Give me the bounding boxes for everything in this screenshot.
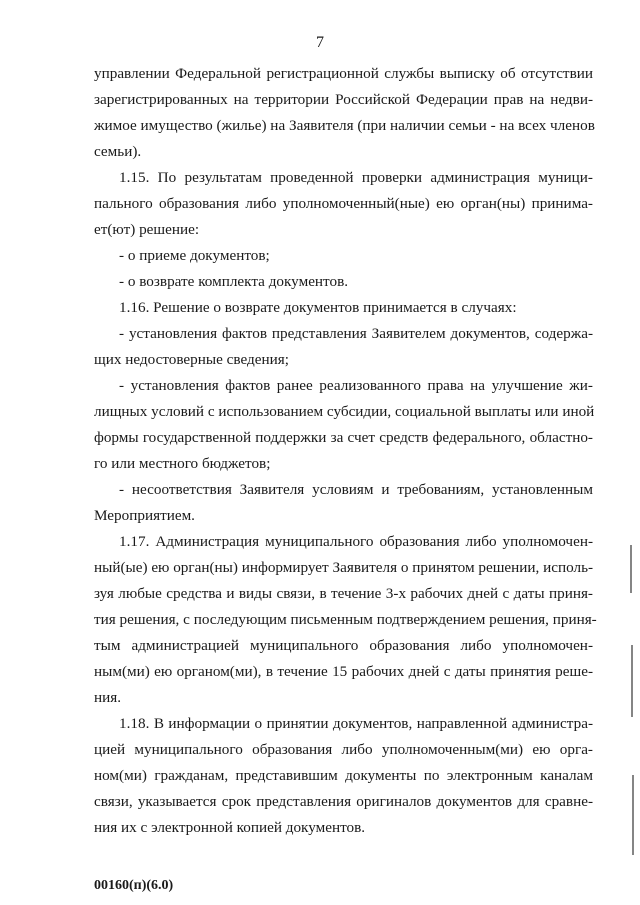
text-line: ным(ми) ею органом(ми), в течение 15 рабочих дней с даты принятия реше- — [94, 663, 593, 680]
text-line: 1.17. Администрация муниципального образования либо уполномочен- — [119, 533, 593, 550]
text-line: ный(ые) ею орган(ны) информирует Заявителя о принятом решении, исполь- — [94, 559, 594, 576]
text-line: щих недостоверные сведения; — [94, 351, 289, 368]
text-line: 1.16. Решение о возврате документов принимается в случаях: — [119, 299, 517, 316]
scan-artifact — [630, 545, 632, 593]
text-line: ния их с электронной копией документов. — [94, 819, 366, 836]
text-line: тия решения, с последующим письменным подтверждением решения, приня- — [94, 611, 597, 628]
text-line: формы государственной поддержки за счет средств федерального, областно- — [94, 429, 593, 446]
text-line: связи, указывается срок представления оригиналов документов для сравне- — [94, 793, 593, 810]
text-line: Мероприятием. — [94, 507, 195, 524]
text-line: го или местного бюджетов; — [94, 455, 271, 472]
text-line: 1.15. По результатам проведенной проверки администрация муници- — [119, 169, 593, 186]
text-line: зарегистрированных на территории Российской Федерации прав на недви- — [94, 91, 593, 108]
text-line: - установления фактов ранее реализованного права на улучшение жи- — [119, 377, 593, 394]
text-line: пального образования либо уполномоченный(ные) ею орган(ны) принима- — [94, 195, 593, 212]
text-line: - несоответствия Заявителя условиям и требованиям, установленным — [119, 481, 593, 498]
scan-artifact — [632, 775, 634, 855]
text-line: - о приеме документов; — [119, 247, 270, 264]
page-number: 7 — [316, 34, 324, 51]
text-line: цией муниципального образования либо уполномоченным(ми) ею орга- — [94, 741, 593, 758]
text-line: семьи). — [94, 143, 142, 160]
document-code: 00160(п)(6.0) — [94, 878, 174, 893]
text-line: 1.18. В информации о принятии документов, направленной администра- — [119, 715, 593, 732]
text-line: жимое имущество (жилье) на Заявителя (при наличии семьи - на всех членов — [94, 117, 595, 134]
text-line: ния. — [94, 689, 122, 706]
text-line: зуя любые средства и виды связи, в течение 3-х рабочих дней с даты приня- — [94, 585, 593, 602]
text-line: - установления фактов представления Заявителем документов, содержа- — [119, 325, 593, 342]
text-line: - о возврате комплекта документов. — [119, 273, 349, 290]
text-line: лищных условий с использованием субсидии, социальной выплаты или иной — [94, 403, 595, 420]
text-line: управлении Федеральной регистрационной службы выписку об отсутствии — [94, 65, 593, 82]
text-line: тым администрацией муниципального образования либо уполномочен- — [94, 637, 593, 654]
text-line: ном(ми) гражданам, представившим документы по электронным каналам — [94, 767, 593, 784]
text-line: ет(ют) решение: — [94, 221, 200, 238]
scan-artifact — [631, 645, 633, 717]
